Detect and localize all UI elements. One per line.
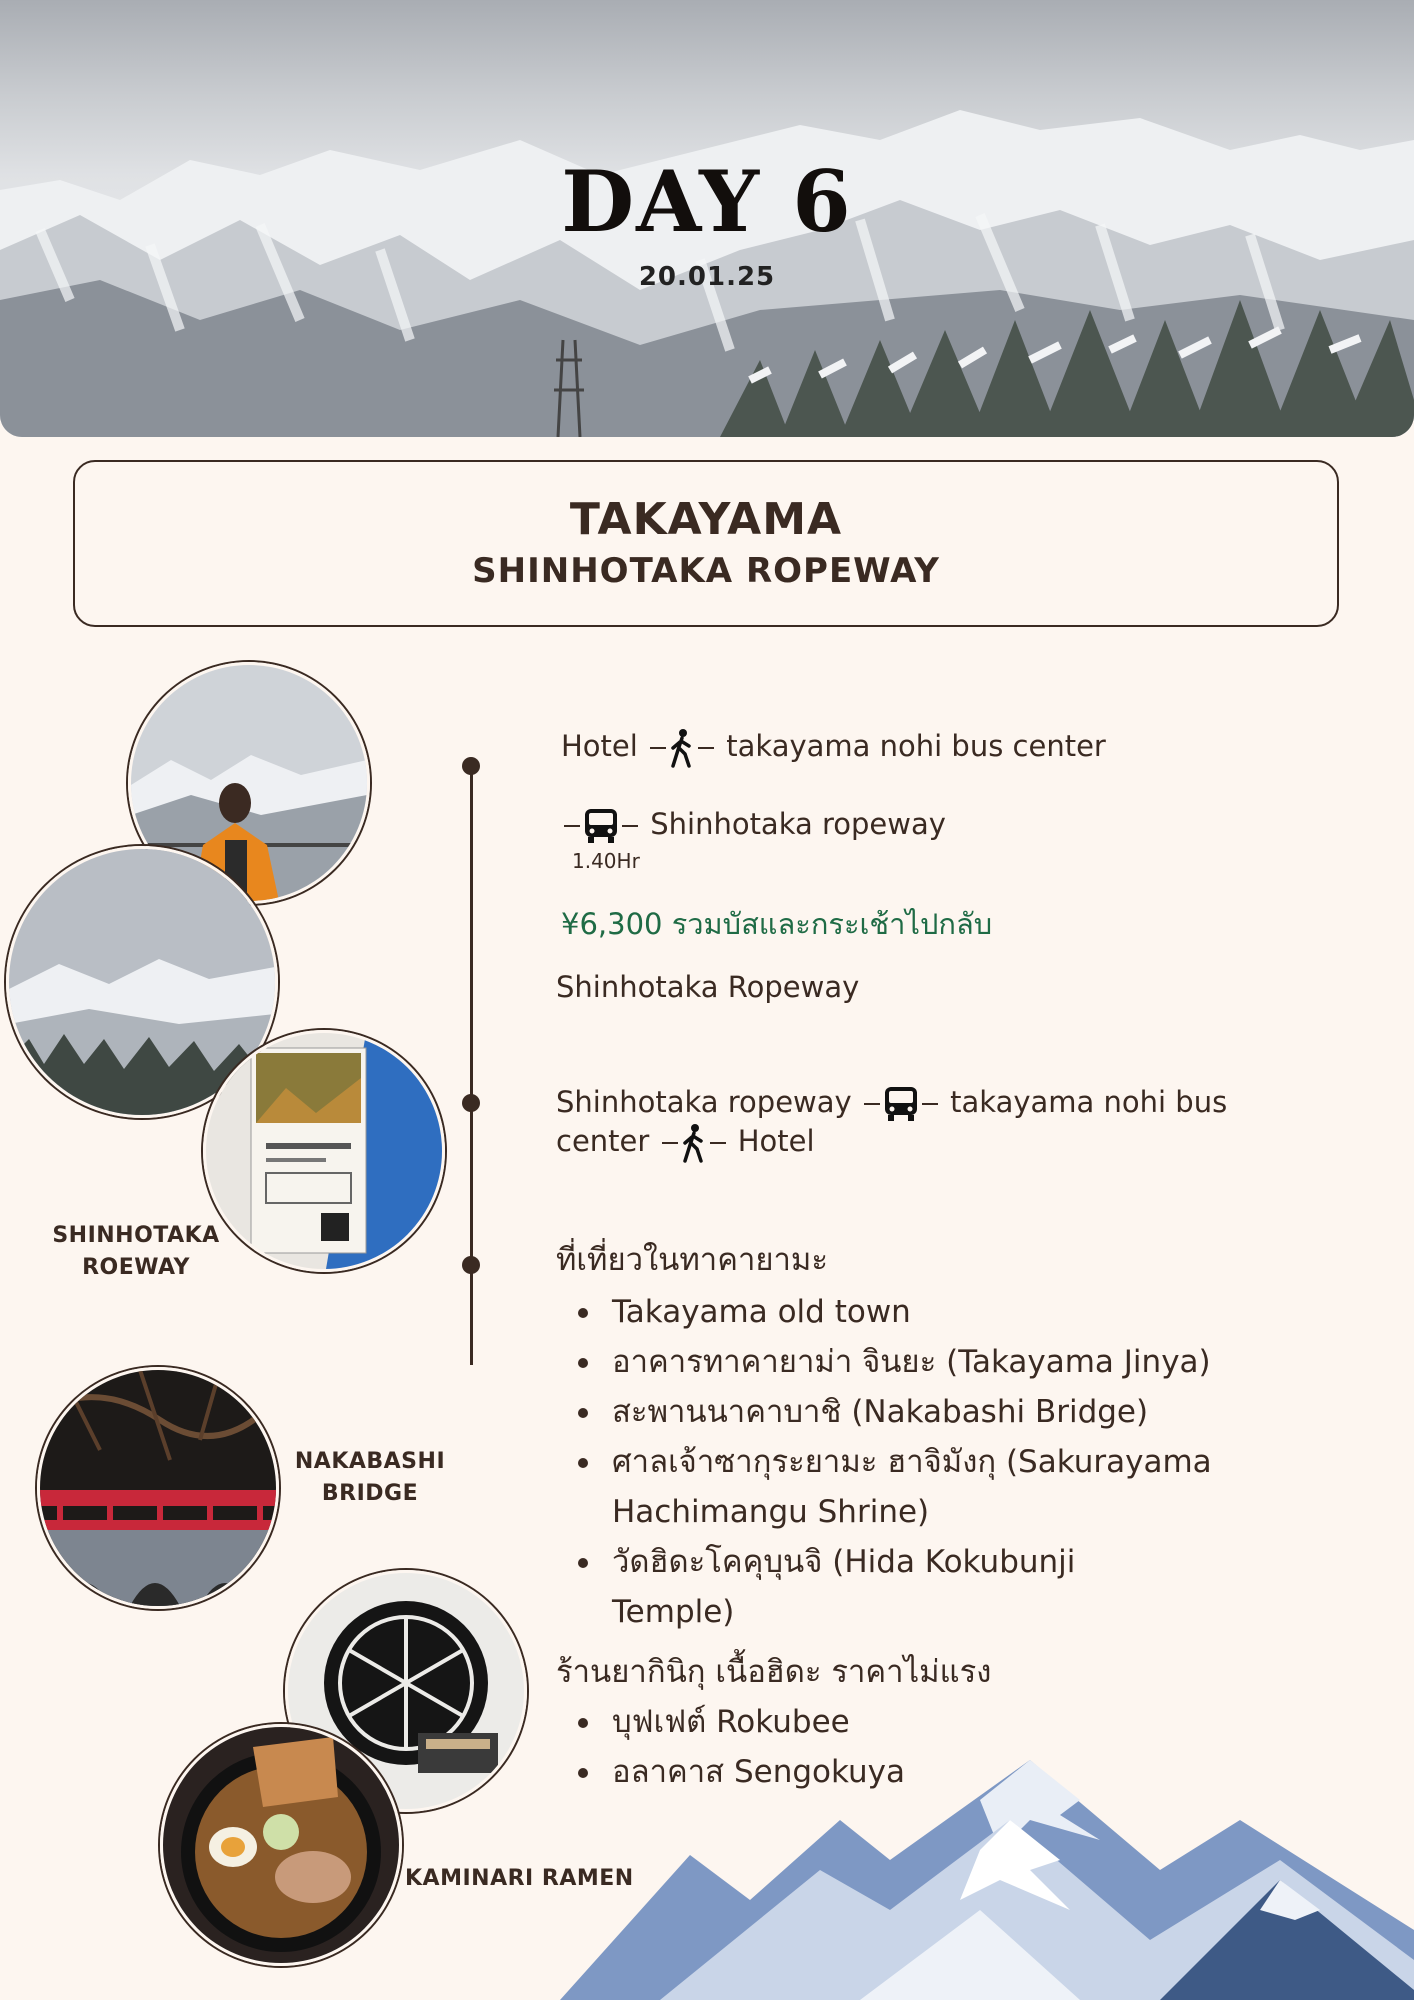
- list-item: บุฟเฟต์ Rokubee: [556, 1697, 1316, 1747]
- list-item-continuation: Hachimangu Shrine): [612, 1494, 930, 1530]
- caption-kaminari: KAMINARI RAMEN: [405, 1866, 634, 1891]
- day-date: 20.01.25: [638, 262, 776, 292]
- list-item: สะพานนาคาบาชิ (Nakabashi Bridge): [556, 1387, 1316, 1437]
- ropeway-label: Shinhotaka Ropeway: [556, 970, 860, 1004]
- leg-hotel-to-bus-center: Hotel takayama nohi bus center: [561, 727, 1106, 768]
- caption-shinhotaka: SHINHOTAKA ROEWAY: [52, 1223, 220, 1280]
- return-line-1: Shinhotaka ropeway takayama nohi bus: [556, 1083, 1227, 1123]
- timeline-line: [470, 765, 473, 1365]
- bus-icon: [883, 1085, 919, 1123]
- return-line-2: center Hotel: [556, 1122, 815, 1163]
- price-text: ¥6,300 รวมบัสและกระเช้าไปกลับ: [561, 907, 993, 941]
- photo-nakabashi-bridge: [37, 1367, 279, 1609]
- day-title: DAY 6: [561, 152, 853, 251]
- header-banner: [0, 0, 1414, 437]
- list-item-continuation: Temple): [612, 1594, 735, 1630]
- mountain-illustration: [560, 1760, 1414, 2000]
- bus-icon: [583, 807, 619, 845]
- photo-ramen-bowl: [160, 1724, 402, 1966]
- leg-bus-to-ropeway: Shinhotaka ropeway: [561, 805, 946, 845]
- list-item: อาคารทาคายาม่า จินยะ (Takayama Jinya): [556, 1337, 1316, 1387]
- timeline-dot: [462, 1094, 480, 1112]
- location-spot: SHINHOTAKA ROPEWAY: [472, 551, 940, 591]
- list-item: ศาลเจ้าซากุระยามะ ฮาจิมังกุ (Sakurayama: [556, 1437, 1316, 1487]
- timeline-dot: [462, 1256, 480, 1274]
- location-city: TAKAYAMA: [569, 494, 843, 545]
- photo-ropeway-ticket: [203, 1030, 445, 1272]
- food-title: ร้านยากินิกุ เนื้อฮิดะ ราคาไม่แรง: [556, 1654, 992, 1690]
- caption-nakabashi: NAKABASHI BRIDGE: [294, 1449, 446, 1506]
- list-item: อลาคาส Sengokuya: [556, 1747, 1316, 1797]
- sights-list: [556, 1287, 1316, 1637]
- location-box: [73, 460, 1339, 627]
- list-item: วัดฮิดะโคคุบุนจิ (Hida Kokubunji: [556, 1537, 1316, 1587]
- list-item: Takayama old town: [556, 1287, 1316, 1337]
- sights-title: ที่เที่ยวในทาคายามะ: [556, 1242, 829, 1278]
- walk-icon: [669, 728, 695, 768]
- timeline-dot: [462, 757, 480, 775]
- leg-duration: 1.40Hr: [572, 849, 640, 873]
- walk-icon: [681, 1123, 707, 1163]
